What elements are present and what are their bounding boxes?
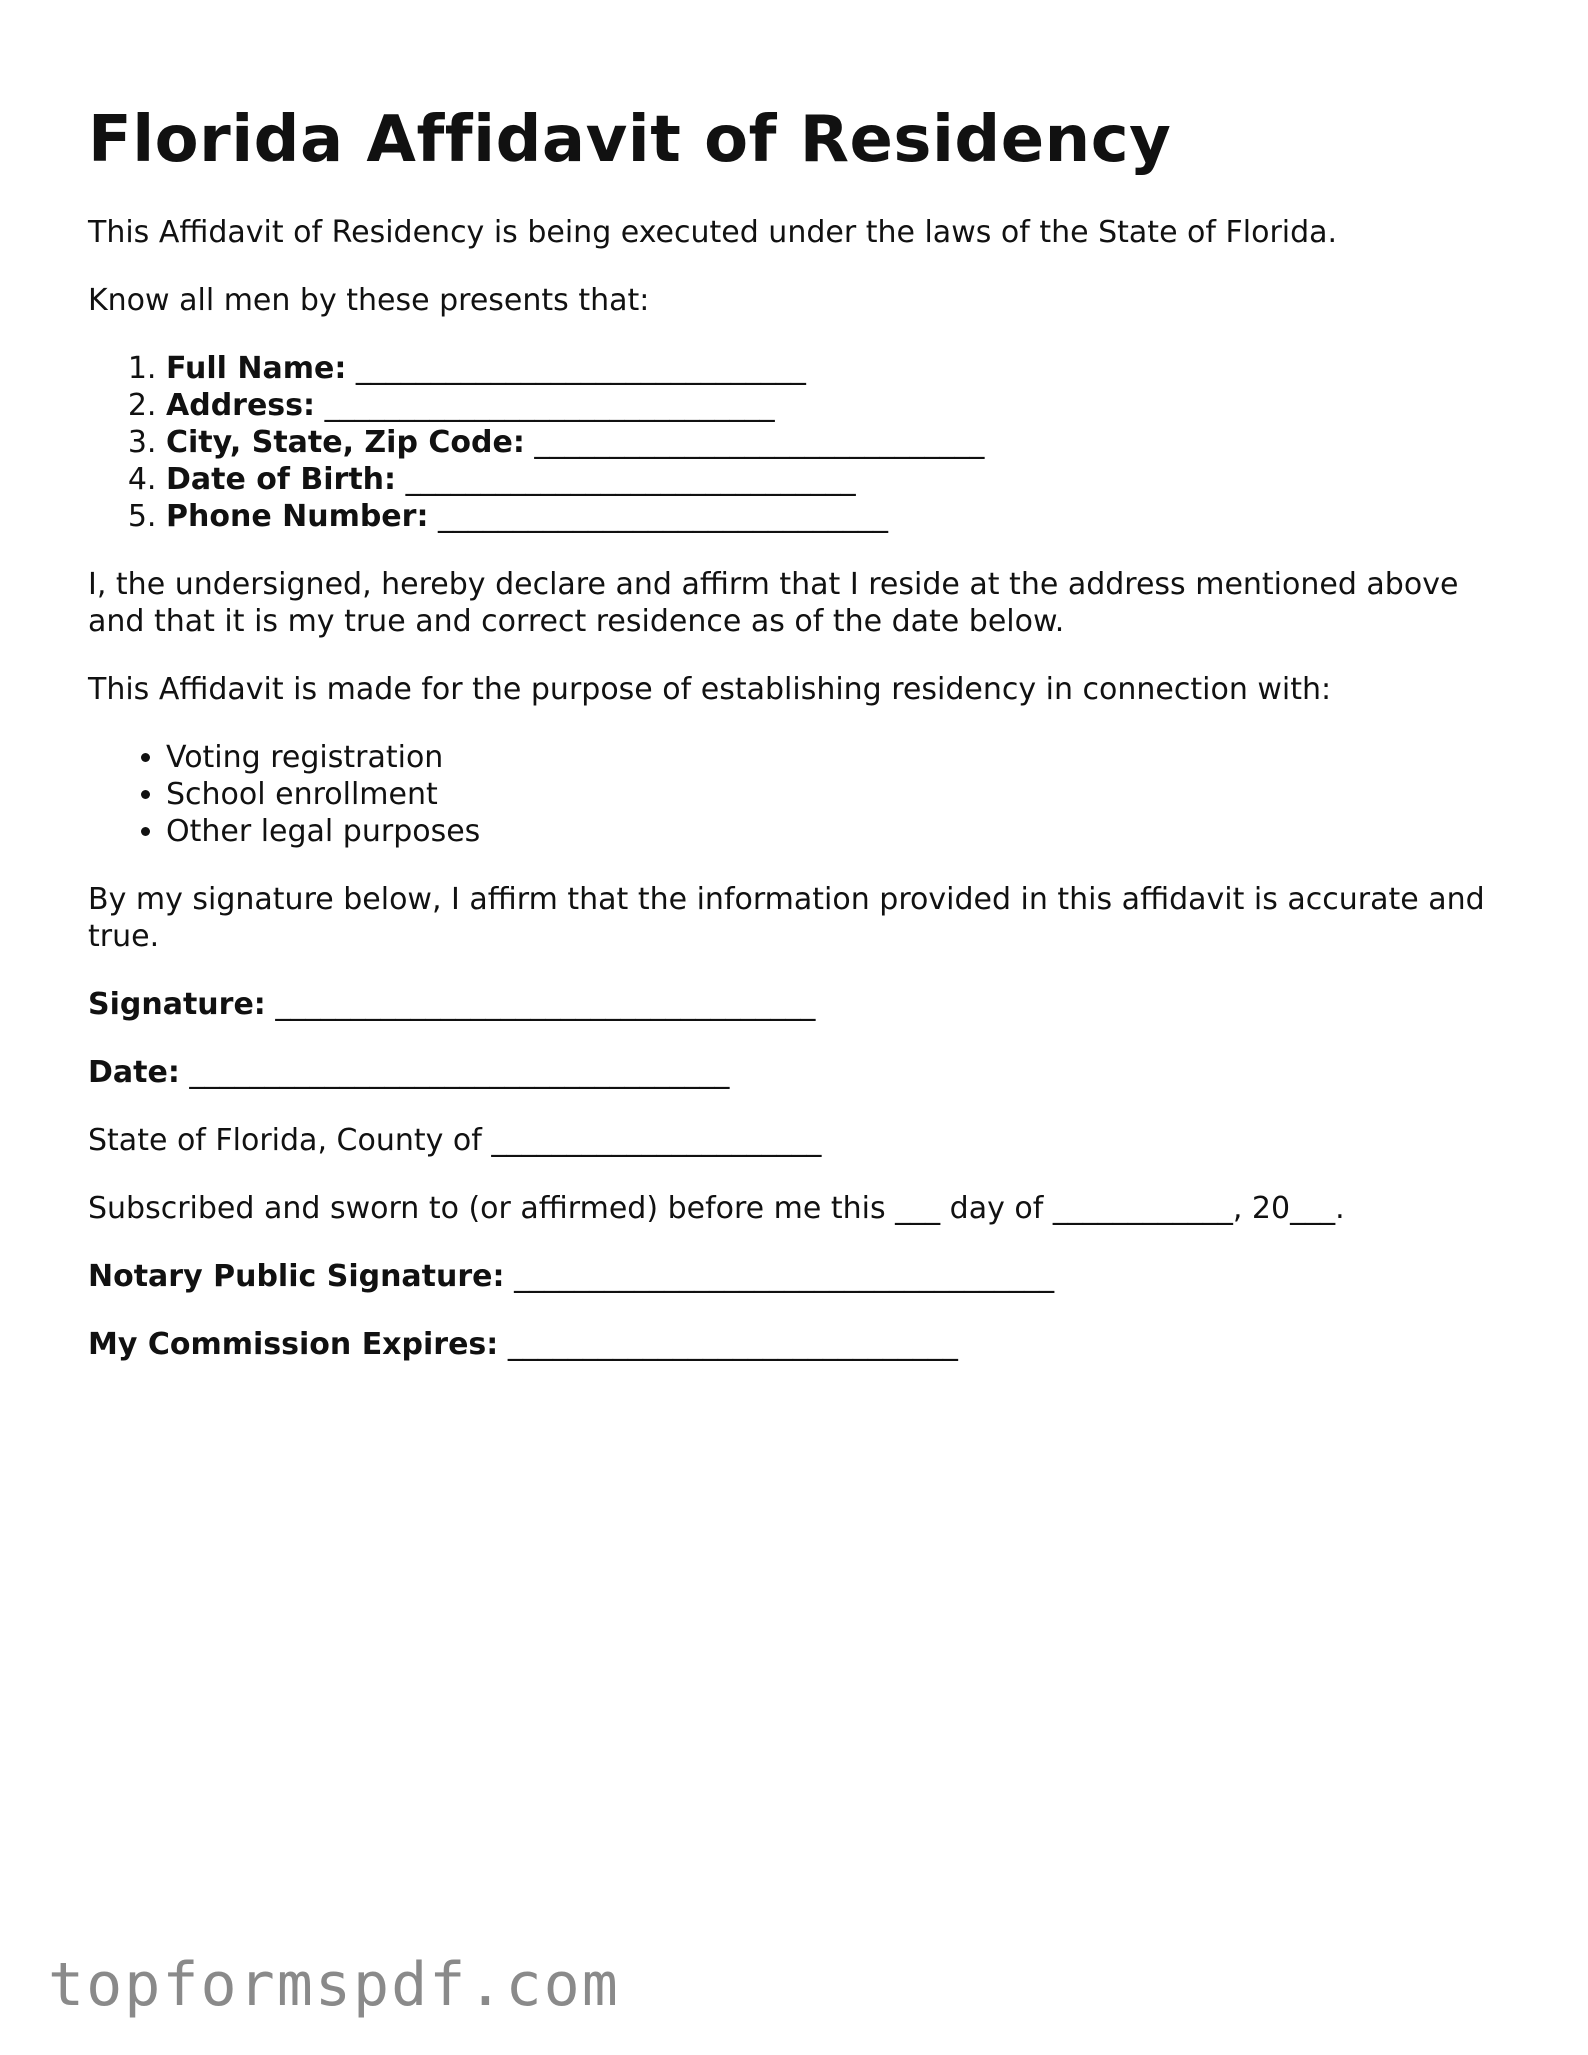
field-label: Address:: [166, 388, 316, 423]
signature-label: Signature:: [88, 987, 266, 1022]
commission-expires-blank[interactable]: ______________________________: [507, 1327, 958, 1362]
field-label: Full Name:: [166, 351, 347, 386]
date-blank[interactable]: ____________________________________: [189, 1055, 730, 1090]
full-name-blank[interactable]: ______________________________: [355, 351, 806, 386]
signature-line: [88, 986, 1508, 1023]
purpose-list: [88, 739, 1508, 850]
list-item-phone-number: [166, 498, 1508, 535]
signature-blank[interactable]: ____________________________________: [275, 987, 816, 1022]
personal-info-list: [88, 350, 1508, 535]
know-all-paragraph: Know all men by these presents that:: [88, 283, 650, 318]
address-blank[interactable]: ______________________________: [324, 388, 775, 423]
phone-number-blank[interactable]: ______________________________: [438, 499, 888, 534]
field-label: Phone Number:: [166, 499, 429, 534]
affidavit-page: [88, 100, 1508, 1394]
field-label: City, State, Zip Code:: [166, 425, 525, 460]
date-label: Date:: [88, 1055, 180, 1090]
page-title: Florida Affidavit of Residency: [88, 103, 1172, 177]
sworn-line[interactable]: Subscribed and sworn to (or affirmed) before me this ___ day of ____________, 20___.: [88, 1191, 1345, 1226]
list-item-address: [166, 387, 1508, 424]
list-item-city-state-zip: [166, 424, 1508, 461]
list-item: • Other legal purposes: [166, 813, 1508, 850]
list-item: • School enrollment: [166, 776, 1508, 813]
county-line[interactable]: State of Florida, County of ______________________: [88, 1123, 822, 1158]
commission-expires-label: My Commission Expires:: [88, 1327, 499, 1362]
field-label: Date of Birth:: [166, 462, 397, 497]
city-state-zip-blank[interactable]: ______________________________: [534, 425, 985, 460]
list-item-date-of-birth: [166, 461, 1508, 498]
purpose-intro-paragraph: This Affidavit is made for the purpose of establishing residency in connection with:: [88, 672, 1332, 707]
list-item-full-name: [166, 350, 1508, 387]
notary-signature-line: [88, 1258, 1508, 1295]
commission-expires-line: [88, 1326, 1508, 1363]
affirmation-paragraph: By my signature below, I affirm that the information provided in this affidavit is accurate and true.: [88, 882, 1485, 954]
watermark-text: topformspdf.com: [48, 1950, 620, 2020]
date-of-birth-blank[interactable]: ______________________________: [405, 462, 856, 497]
date-line: [88, 1054, 1508, 1091]
intro-paragraph: This Affidavit of Residency is being executed under the laws of the State of Florida.: [88, 215, 1338, 250]
notary-signature-label: Notary Public Signature:: [88, 1259, 505, 1294]
list-item: • Voting registration: [166, 739, 1508, 776]
declaration-paragraph: I, the undersigned, hereby declare and affirm that I reside at the address mentioned above and that it is my true and correct residence as of the date below.: [88, 567, 1459, 639]
notary-signature-blank[interactable]: ____________________________________: [514, 1259, 1055, 1294]
